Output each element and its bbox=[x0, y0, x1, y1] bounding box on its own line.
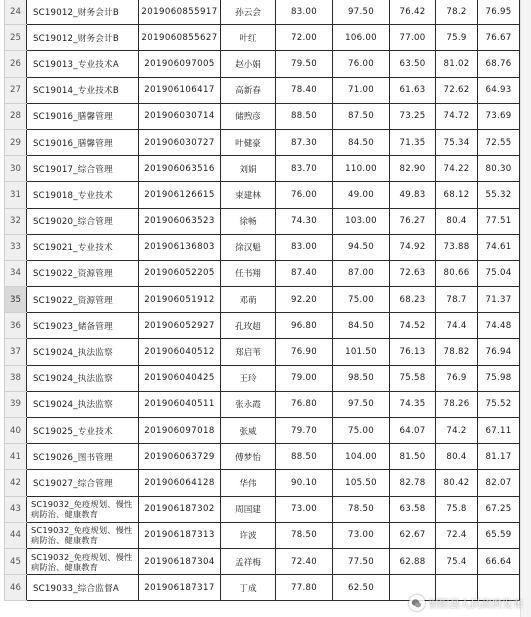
total-score-cell[interactable]: 64.93 bbox=[478, 77, 520, 103]
score-2-cell[interactable]: 84.50 bbox=[333, 313, 390, 339]
score-3-cell[interactable]: 74.35 bbox=[390, 391, 436, 417]
row-number[interactable]: 27 bbox=[5, 77, 27, 103]
score-1-cell[interactable]: 78.40 bbox=[276, 77, 333, 103]
candidate-name-cell[interactable]: 束建林 bbox=[221, 182, 276, 208]
candidate-name-cell[interactable]: 丁成 bbox=[221, 575, 276, 601]
candidate-id-cell[interactable]: 2019060855627 bbox=[139, 25, 221, 51]
total-score-cell[interactable]: 55.32 bbox=[478, 182, 520, 208]
row-number[interactable]: 40 bbox=[5, 418, 27, 444]
candidate-name-cell[interactable]: 赵小娟 bbox=[221, 51, 276, 77]
position-cell[interactable]: SC19032_免疫规划、慢性病防治、健康教育 bbox=[27, 522, 139, 548]
total-score-cell[interactable]: 81.17 bbox=[478, 444, 520, 470]
row-number[interactable]: 28 bbox=[5, 103, 27, 129]
table-row bbox=[5, 51, 520, 77]
score-3-cell[interactable]: 73.25 bbox=[390, 103, 436, 129]
score-1-cell[interactable]: 72.40 bbox=[276, 548, 333, 574]
row-number[interactable]: 31 bbox=[5, 182, 27, 208]
score-3-cell[interactable]: 82.78 bbox=[390, 470, 436, 496]
table-row bbox=[5, 260, 520, 286]
candidate-id-cell[interactable]: 2019060855917 bbox=[139, 0, 221, 25]
score-1-cell[interactable]: 88.50 bbox=[276, 444, 333, 470]
row-number[interactable]: 38 bbox=[5, 365, 27, 391]
row-number[interactable]: 35 bbox=[5, 287, 27, 313]
total-score-cell[interactable]: 75.04 bbox=[478, 260, 520, 286]
score-3-cell[interactable]: 68.23 bbox=[390, 287, 436, 313]
position-cell[interactable]: SC19012_财务会计B bbox=[27, 25, 139, 51]
candidate-name-cell[interactable]: 储煦彦 bbox=[221, 103, 276, 129]
candidate-name-cell[interactable]: 高新春 bbox=[221, 77, 276, 103]
score-1-cell[interactable]: 78.50 bbox=[276, 522, 333, 548]
score-3-cell[interactable]: 71.35 bbox=[390, 129, 436, 155]
table-row bbox=[5, 0, 520, 25]
wechat-logo-icon bbox=[409, 595, 425, 611]
row-number[interactable]: 24 bbox=[5, 0, 27, 25]
candidate-name-cell[interactable]: 傅梦怡 bbox=[221, 444, 276, 470]
score-4-cell[interactable]: 78.2 bbox=[436, 0, 478, 25]
score-2-cell[interactable]: 98.50 bbox=[333, 365, 390, 391]
position-cell[interactable]: SC19024_执法监察 bbox=[27, 365, 139, 391]
score-3-cell[interactable]: 63.58 bbox=[390, 496, 436, 522]
score-1-cell[interactable]: 96.80 bbox=[276, 313, 333, 339]
table-row bbox=[5, 287, 520, 313]
score-3-cell[interactable]: 81.50 bbox=[390, 444, 436, 470]
position-cell[interactable]: SC19012_财务会计B bbox=[27, 0, 139, 25]
score-2-cell[interactable]: 106.00 bbox=[333, 25, 390, 51]
score-3-cell[interactable]: 61.63 bbox=[390, 77, 436, 103]
score-1-cell[interactable]: 72.00 bbox=[276, 25, 333, 51]
candidate-id-cell[interactable]: 201906187302 bbox=[139, 496, 221, 522]
score-1-cell[interactable]: 79.00 bbox=[276, 365, 333, 391]
total-score-cell[interactable]: 71.37 bbox=[478, 287, 520, 313]
score-3-cell[interactable]: 49.83 bbox=[390, 182, 436, 208]
score-4-cell[interactable]: 74.22 bbox=[436, 156, 478, 182]
score-1-cell[interactable]: 79.50 bbox=[276, 51, 333, 77]
table-row bbox=[5, 339, 520, 365]
table-row bbox=[5, 208, 520, 234]
table-row bbox=[5, 522, 520, 548]
results-table bbox=[4, 0, 520, 601]
score-4-cell[interactable]: 80.4 bbox=[436, 208, 478, 234]
total-score-cell[interactable]: 65.59 bbox=[478, 522, 520, 548]
score-1-cell[interactable]: 83.70 bbox=[276, 156, 333, 182]
score-2-cell[interactable]: 87.50 bbox=[333, 103, 390, 129]
table-row bbox=[5, 391, 520, 417]
score-1-cell[interactable]: 76.00 bbox=[276, 182, 333, 208]
score-3-cell[interactable]: 75.58 bbox=[390, 365, 436, 391]
total-score-cell[interactable]: 80.30 bbox=[478, 156, 520, 182]
candidate-name-cell[interactable]: 徐畅 bbox=[221, 208, 276, 234]
table-row bbox=[5, 365, 520, 391]
watermark-text: 射阳县人民政府发布 bbox=[428, 597, 523, 610]
score-4-cell[interactable]: 81.02 bbox=[436, 51, 478, 77]
score-4-cell[interactable]: 74.72 bbox=[436, 103, 478, 129]
table-row bbox=[5, 418, 520, 444]
table-row bbox=[5, 470, 520, 496]
total-score-cell[interactable]: 75.98 bbox=[478, 365, 520, 391]
row-number[interactable]: 32 bbox=[5, 208, 27, 234]
score-1-cell[interactable]: 76.80 bbox=[276, 391, 333, 417]
score-4-cell[interactable]: 72.4 bbox=[436, 522, 478, 548]
score-4-cell[interactable]: 75.9 bbox=[436, 25, 478, 51]
score-1-cell[interactable]: 88.50 bbox=[276, 103, 333, 129]
score-2-cell[interactable]: 87.00 bbox=[333, 260, 390, 286]
score-1-cell[interactable]: 74.30 bbox=[276, 208, 333, 234]
candidate-name-cell[interactable]: 任书翔 bbox=[221, 260, 276, 286]
score-3-cell[interactable]: 76.27 bbox=[390, 208, 436, 234]
row-number[interactable]: 42 bbox=[5, 470, 27, 496]
score-4-cell[interactable]: 80.4 bbox=[436, 444, 478, 470]
position-cell[interactable]: SC19020_综合管理 bbox=[27, 208, 139, 234]
score-1-cell[interactable]: 87.40 bbox=[276, 260, 333, 286]
score-3-cell[interactable]: 74.52 bbox=[390, 313, 436, 339]
total-score-cell[interactable]: 67.25 bbox=[478, 496, 520, 522]
candidate-id-cell[interactable]: 201906040512 bbox=[139, 339, 221, 365]
position-cell[interactable]: SC19023_储备管理 bbox=[27, 313, 139, 339]
score-2-cell[interactable]: 101.50 bbox=[333, 339, 390, 365]
position-cell[interactable]: SC19026_图书管理 bbox=[27, 444, 139, 470]
position-cell[interactable]: SC19024_执法监察 bbox=[27, 391, 139, 417]
position-cell[interactable]: SC19013_专业技术A bbox=[27, 51, 139, 77]
score-1-cell[interactable]: 83.00 bbox=[276, 234, 333, 260]
row-number[interactable]: 34 bbox=[5, 260, 27, 286]
table-row bbox=[5, 156, 520, 182]
score-4-cell[interactable]: 80.42 bbox=[436, 470, 478, 496]
table-row bbox=[5, 182, 520, 208]
score-4-cell[interactable]: 72.62 bbox=[436, 77, 478, 103]
candidate-id-cell[interactable]: 201906106417 bbox=[139, 77, 221, 103]
position-cell[interactable]: SC19027_综合管理 bbox=[27, 470, 139, 496]
row-number[interactable]: 25 bbox=[5, 25, 27, 51]
position-cell[interactable]: SC19032_免疫规划、慢性病防治、健康教育 bbox=[27, 548, 139, 574]
score-4-cell[interactable]: 73.88 bbox=[436, 234, 478, 260]
score-3-cell[interactable]: 82.90 bbox=[390, 156, 436, 182]
table-row bbox=[5, 25, 520, 51]
table-row bbox=[5, 103, 520, 129]
position-cell[interactable]: SC19033_综合监督A bbox=[27, 575, 139, 601]
table-row bbox=[5, 129, 520, 155]
row-number[interactable]: 26 bbox=[5, 51, 27, 77]
score-2-cell[interactable]: 94.50 bbox=[333, 234, 390, 260]
total-score-cell[interactable]: 74.48 bbox=[478, 313, 520, 339]
total-score-cell[interactable]: 74.61 bbox=[478, 234, 520, 260]
score-1-cell[interactable]: 77.80 bbox=[276, 575, 333, 601]
candidate-name-cell[interactable]: 邓萌 bbox=[221, 287, 276, 313]
score-2-cell[interactable]: 73.00 bbox=[333, 522, 390, 548]
total-score-cell[interactable]: 68.76 bbox=[478, 51, 520, 77]
score-4-cell[interactable]: 78.26 bbox=[436, 391, 478, 417]
position-cell[interactable]: SC19021_专业技术 bbox=[27, 234, 139, 260]
score-3-cell[interactable]: 72.63 bbox=[390, 260, 436, 286]
candidate-name-cell[interactable]: 孙云会 bbox=[221, 0, 276, 25]
candidate-id-cell[interactable]: 201906126615 bbox=[139, 182, 221, 208]
score-1-cell[interactable]: 79.70 bbox=[276, 418, 333, 444]
score-4-cell[interactable]: 78.7 bbox=[436, 287, 478, 313]
table-row bbox=[5, 548, 520, 574]
candidate-name-cell[interactable]: 许波 bbox=[221, 522, 276, 548]
score-1-cell[interactable]: 87.30 bbox=[276, 129, 333, 155]
score-3-cell[interactable]: 74.92 bbox=[390, 234, 436, 260]
score-2-cell[interactable]: 104.00 bbox=[333, 444, 390, 470]
score-2-cell[interactable]: 49.00 bbox=[333, 182, 390, 208]
candidate-name-cell[interactable]: 郑启苇 bbox=[221, 339, 276, 365]
score-2-cell[interactable]: 76.00 bbox=[333, 51, 390, 77]
score-4-cell[interactable]: 80.66 bbox=[436, 260, 478, 286]
score-2-cell[interactable]: 97.50 bbox=[333, 0, 390, 25]
score-1-cell[interactable]: 90.10 bbox=[276, 470, 333, 496]
score-1-cell[interactable]: 76.90 bbox=[276, 339, 333, 365]
candidate-name-cell[interactable]: 孟祥梅 bbox=[221, 548, 276, 574]
row-number[interactable]: 30 bbox=[5, 156, 27, 182]
position-cell[interactable]: SC19032_免疫规划、慢性病防治、健康教育 bbox=[27, 496, 139, 522]
candidate-name-cell[interactable]: 华伟 bbox=[221, 470, 276, 496]
row-number[interactable]: 33 bbox=[5, 234, 27, 260]
total-score-cell[interactable]: 77.51 bbox=[478, 208, 520, 234]
candidate-id-cell[interactable]: 201906052205 bbox=[139, 260, 221, 286]
total-score-cell[interactable]: 76.67 bbox=[478, 25, 520, 51]
candidate-id-cell[interactable]: 201906063729 bbox=[139, 444, 221, 470]
table-row bbox=[5, 234, 520, 260]
score-3-cell[interactable]: 77.00 bbox=[390, 25, 436, 51]
position-cell[interactable]: SC19017_综合管理 bbox=[27, 156, 139, 182]
candidate-name-cell[interactable]: 叶健豪 bbox=[221, 129, 276, 155]
candidate-id-cell[interactable]: 201906097018 bbox=[139, 418, 221, 444]
total-score-cell[interactable]: 75.52 bbox=[478, 391, 520, 417]
score-4-cell[interactable]: 78.82 bbox=[436, 339, 478, 365]
total-score-cell[interactable]: 82.07 bbox=[478, 470, 520, 496]
position-cell[interactable]: SC19024_执法监察 bbox=[27, 339, 139, 365]
table-row bbox=[5, 313, 520, 339]
row-number[interactable]: 36 bbox=[5, 313, 27, 339]
row-number[interactable]: 29 bbox=[5, 129, 27, 155]
candidate-name-cell[interactable]: 孔玫超 bbox=[221, 313, 276, 339]
score-4-cell[interactable]: 74.4 bbox=[436, 313, 478, 339]
candidate-id-cell[interactable]: 201906051912 bbox=[139, 287, 221, 313]
score-4-cell[interactable]: 75.34 bbox=[436, 129, 478, 155]
row-number[interactable]: 37 bbox=[5, 339, 27, 365]
candidate-id-cell[interactable]: 201906187313 bbox=[139, 522, 221, 548]
candidate-name-cell[interactable]: 周国建 bbox=[221, 496, 276, 522]
position-cell[interactable]: SC19014_专业技术B bbox=[27, 77, 139, 103]
score-4-cell[interactable]: 75.8 bbox=[436, 496, 478, 522]
table-body bbox=[5, 0, 520, 601]
candidate-id-cell[interactable]: 201906063523 bbox=[139, 208, 221, 234]
position-cell[interactable]: SC19025_专业技术 bbox=[27, 418, 139, 444]
row-number[interactable]: 45 bbox=[5, 548, 27, 574]
total-score-cell[interactable]: 76.95 bbox=[478, 0, 520, 25]
score-1-cell[interactable]: 83.00 bbox=[276, 0, 333, 25]
score-2-cell[interactable]: 78.50 bbox=[333, 496, 390, 522]
candidate-id-cell[interactable]: 201906064128 bbox=[139, 470, 221, 496]
table-row bbox=[5, 77, 520, 103]
score-2-cell[interactable]: 75.00 bbox=[333, 287, 390, 313]
table-row bbox=[5, 444, 520, 470]
position-cell[interactable]: SC19016_膳馨管理 bbox=[27, 129, 139, 155]
score-2-cell[interactable]: 71.00 bbox=[333, 77, 390, 103]
score-2-cell[interactable]: 75.00 bbox=[333, 418, 390, 444]
score-4-cell[interactable]: 74.2 bbox=[436, 418, 478, 444]
row-number[interactable]: 43 bbox=[5, 496, 27, 522]
candidate-id-cell[interactable]: 201906040511 bbox=[139, 391, 221, 417]
score-1-cell[interactable]: 92.20 bbox=[276, 287, 333, 313]
row-number[interactable]: 46 bbox=[5, 575, 27, 601]
total-score-cell[interactable]: 67.11 bbox=[478, 418, 520, 444]
candidate-id-cell[interactable]: 201906136803 bbox=[139, 234, 221, 260]
candidate-id-cell[interactable]: 201906187304 bbox=[139, 548, 221, 574]
table-row bbox=[5, 496, 520, 522]
candidate-name-cell[interactable]: 徐汉魁 bbox=[221, 234, 276, 260]
score-3-cell[interactable]: 76.42 bbox=[390, 0, 436, 25]
row-number[interactable]: 44 bbox=[5, 522, 27, 548]
score-2-cell[interactable]: 84.50 bbox=[333, 129, 390, 155]
score-2-cell[interactable]: 97.50 bbox=[333, 391, 390, 417]
position-cell[interactable]: SC19018_专业技术 bbox=[27, 182, 139, 208]
score-3-cell[interactable]: 63.50 bbox=[390, 51, 436, 77]
score-2-cell[interactable]: 103.00 bbox=[333, 208, 390, 234]
score-4-cell[interactable]: 75.4 bbox=[436, 548, 478, 574]
candidate-id-cell[interactable]: 201906052927 bbox=[139, 313, 221, 339]
total-score-cell[interactable]: 72.55 bbox=[478, 129, 520, 155]
total-score-cell[interactable]: 76.94 bbox=[478, 339, 520, 365]
candidate-name-cell[interactable]: 张威 bbox=[221, 418, 276, 444]
row-number[interactable]: 39 bbox=[5, 391, 27, 417]
candidate-id-cell[interactable]: 201906097005 bbox=[139, 51, 221, 77]
score-2-cell[interactable]: 62.50 bbox=[333, 575, 390, 601]
total-score-cell[interactable]: 66.64 bbox=[478, 548, 520, 574]
candidate-name-cell[interactable]: 刘娟 bbox=[221, 156, 276, 182]
candidate-name-cell[interactable]: 张永霞 bbox=[221, 391, 276, 417]
score-3-cell[interactable]: 76.13 bbox=[390, 339, 436, 365]
score-3-cell[interactable]: 62.67 bbox=[390, 522, 436, 548]
candidate-id-cell[interactable]: 201906063516 bbox=[139, 156, 221, 182]
candidate-id-cell[interactable]: 201906187317 bbox=[139, 575, 221, 601]
score-1-cell[interactable]: 73.00 bbox=[276, 496, 333, 522]
score-2-cell[interactable]: 105.50 bbox=[333, 470, 390, 496]
candidate-id-cell[interactable]: 201906030727 bbox=[139, 129, 221, 155]
candidate-id-cell[interactable]: 201906030714 bbox=[139, 103, 221, 129]
score-3-cell[interactable]: 64.07 bbox=[390, 418, 436, 444]
position-cell[interactable]: SC19022_资源管理 bbox=[27, 260, 139, 286]
vertical-scrollbar[interactable] bbox=[520, 0, 531, 617]
score-2-cell[interactable]: 77.50 bbox=[333, 548, 390, 574]
candidate-name-cell[interactable]: 王玲 bbox=[221, 365, 276, 391]
score-4-cell[interactable]: 76.9 bbox=[436, 365, 478, 391]
position-cell[interactable]: SC19022_资源管理 bbox=[27, 287, 139, 313]
position-cell[interactable]: SC19016_膳馨管理 bbox=[27, 103, 139, 129]
total-score-cell[interactable]: 73.69 bbox=[478, 103, 520, 129]
row-number[interactable]: 41 bbox=[5, 444, 27, 470]
score-4-cell[interactable]: 68.12 bbox=[436, 182, 478, 208]
watermark bbox=[409, 595, 524, 611]
score-2-cell[interactable]: 110.00 bbox=[333, 156, 390, 182]
score-3-cell[interactable]: 62.88 bbox=[390, 548, 436, 574]
candidate-name-cell[interactable]: 叶红 bbox=[221, 25, 276, 51]
candidate-id-cell[interactable]: 201906040425 bbox=[139, 365, 221, 391]
